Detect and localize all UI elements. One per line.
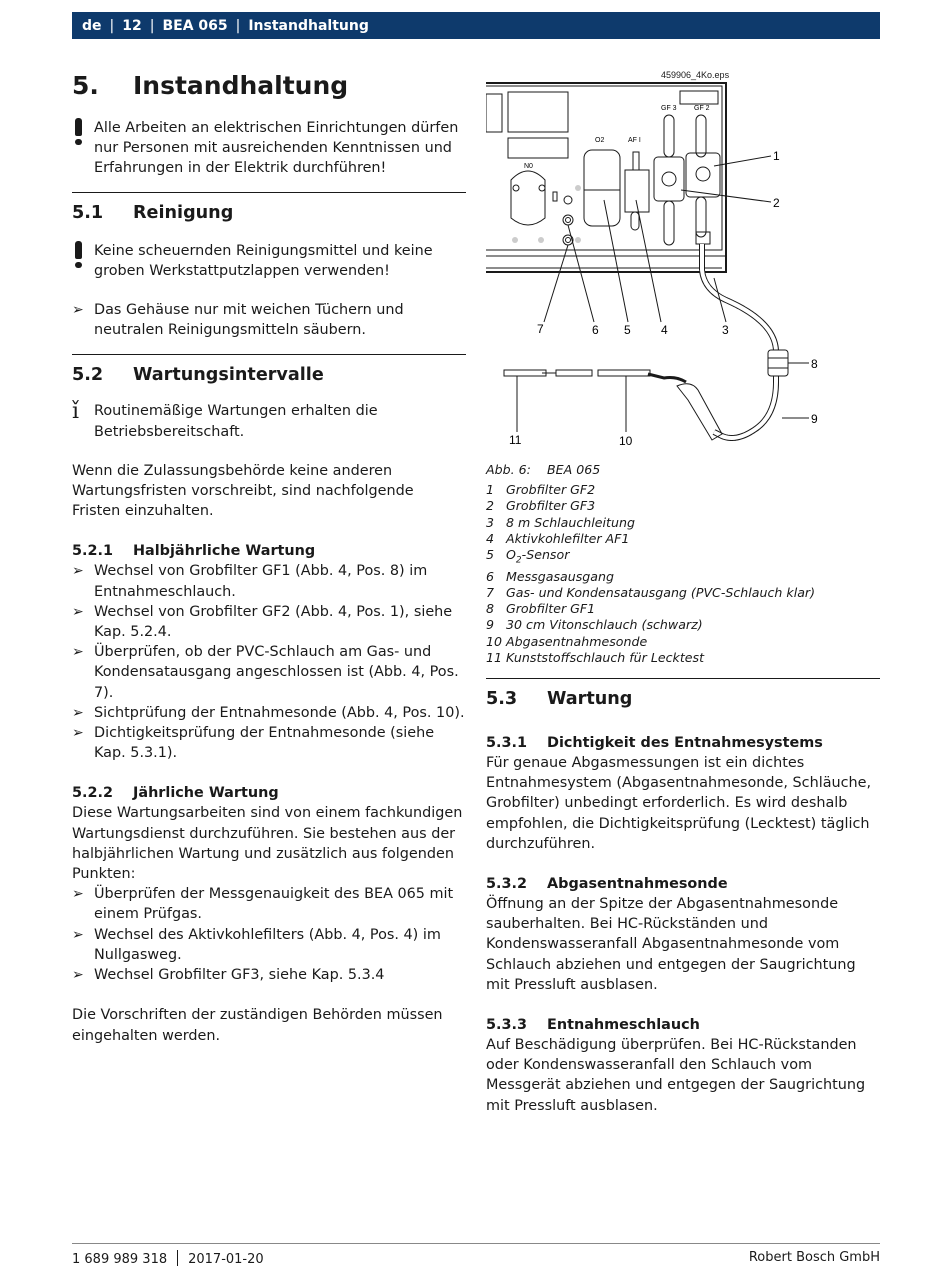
legend-text: Messgasausgang: [506, 568, 614, 584]
o2-label: O2: [595, 137, 605, 144]
legend-number: 5: [486, 547, 495, 563]
info-icon: ǐ: [72, 399, 80, 425]
callout-11: 11: [509, 433, 522, 447]
gf2-label: GF 2: [694, 105, 710, 112]
figure-label: Abb. 6:: [486, 462, 531, 477]
legend-number: 2: [486, 498, 495, 514]
legend-item: [486, 601, 880, 617]
n0-label: N0: [524, 163, 533, 170]
af-label: AF I: [628, 137, 641, 144]
arrow-bullet-icon: ➢: [72, 926, 84, 943]
list-item: [72, 300, 466, 340]
list-item-text: Überprüfen der Messgenauigkeit des BEA 065 mit einem Prüfgas.: [94, 886, 454, 923]
exclamation-icon: [72, 118, 94, 179]
device-diagram: [486, 60, 880, 455]
warning-text: Alle Arbeiten an elektrischen Einrichtungen dürfen nur Personen mit ausreichenden Kenntnissen und Erfahrungen in der Elektrik durchführen!: [94, 120, 459, 177]
section-title: Abgasentnahmesonde: [547, 875, 728, 892]
gf3-label: GF 3: [661, 105, 677, 112]
footer-separator: [177, 1250, 178, 1266]
list-item-text: Wechsel von Grobfilter GF2 (Abb. 4, Pos. 1), siehe Kap. 5.2.4.: [94, 603, 453, 641]
arrow-bullet-icon: ➢: [72, 603, 84, 620]
arrow-bullet-icon: ➢: [72, 563, 84, 580]
chapter-title: [72, 66, 466, 106]
list-item-text: Dichtigkeitsprüfung der Entnahmesonde (siehe Kap. 5.3.1).: [94, 725, 435, 762]
section-title: Jährliche Wartung: [133, 785, 279, 802]
section-title: Halbjährliche Wartung: [133, 543, 316, 560]
legend-text: Grobfilter GF1: [506, 601, 596, 617]
list-item-text: Sichtprüfung der Entnahmesonde (Abb. 4, Pos. 10).: [94, 704, 465, 721]
page-header: [72, 12, 880, 39]
header-lang: de: [82, 17, 102, 34]
callout-9: 9: [811, 412, 818, 426]
header-separator: |: [149, 17, 155, 34]
arrow-bullet-icon: ➢: [72, 644, 84, 661]
arrow-bullet-icon: ➢: [72, 886, 84, 903]
legend-text: Grobfilter GF2: [506, 482, 596, 498]
list-item: [72, 965, 466, 985]
chapter-heading: Instandhaltung: [133, 70, 349, 100]
half-yearly-list: [72, 561, 466, 763]
legend-number: 8: [486, 601, 495, 617]
legend-text: Gas- und Kondensatausgang (PVC-Schlauch klar): [506, 584, 816, 600]
footer-doc-number: 1 689 989 318: [72, 1252, 168, 1267]
callout-10: 10: [619, 434, 633, 448]
section-number: 5.3.2: [486, 875, 527, 892]
legend-number: 6: [486, 568, 495, 584]
header-page-number: 12: [122, 17, 142, 34]
figure-caption: [486, 462, 880, 666]
legend-text-part: -Sensor: [521, 547, 570, 563]
legend-item: [486, 547, 880, 569]
arrow-bullet-icon: ➢: [72, 725, 84, 742]
legend-text: Aktivkohlefilter AF1: [506, 530, 630, 546]
right-column: [486, 60, 880, 1116]
section-5-3-heading: [486, 678, 880, 715]
paragraph: Für genaue Abgasmessungen ist ein dichtes Entnahmesystem (Abgasentnahmesonde, Schläuche, Grobfilter) unbedingt erforderlich. Es wird deshalb empfohlen, die Dichtigkeitsprüfung (Lecktest) täglich durchzuführen.: [486, 754, 872, 852]
info-note: [72, 401, 466, 441]
section-number: 5.2.1: [72, 543, 113, 560]
section-title: Entnahmeschlauch: [547, 1016, 700, 1033]
section-title: Reinigung: [133, 202, 234, 223]
list-item: [72, 703, 466, 723]
legend-number: 10: [486, 633, 503, 649]
figure-file-label: 459906_4Ko.eps: [661, 70, 730, 80]
list-item: [72, 723, 466, 763]
list-item-text: Das Gehäuse nur mit weichen Tüchern und neutralen Reinigungsmitteln säubern.: [94, 302, 404, 339]
footer-left: [72, 1250, 264, 1267]
legend-number: 3: [486, 514, 495, 530]
legend-item: [486, 634, 880, 650]
list-item-text: Wechsel von Grobfilter GF1 (Abb. 4, Pos. 8) im Entnahmeschlauch.: [94, 563, 428, 600]
legend-item: [486, 585, 880, 601]
safety-warning: [72, 118, 466, 179]
legend-text-part: O: [506, 547, 516, 563]
section-5-2-heading: [72, 354, 466, 391]
legend-text-subscript: 2: [515, 555, 522, 566]
section-5-3-3-heading: [486, 1015, 880, 1035]
legend-text: Abgasentnahmesonde: [506, 633, 648, 649]
callout-8: 8: [811, 357, 818, 371]
legend-text: 8 m Schlauchleitung: [506, 514, 635, 530]
yearly-list: [72, 884, 466, 985]
legend-number: 4: [486, 530, 495, 546]
list-item-text: Wechsel Grobfilter GF3, siehe Kap. 5.3.4: [94, 967, 385, 984]
legend-number: 1: [486, 482, 495, 498]
chapter-number: 5.: [72, 70, 99, 100]
callout-2: 2: [773, 196, 780, 210]
section-number: 5.1: [72, 202, 104, 223]
cleaning-warning: [72, 241, 466, 281]
callout-4: 4: [661, 323, 668, 337]
legend-text: Kunststoffschlauch für Lecktest: [506, 649, 705, 665]
list-item: [72, 884, 466, 924]
section-5-3-2-heading: [486, 874, 880, 894]
paragraph: Die Vorschriften der zuständigen Behörden müssen eingehalten werden.: [72, 1007, 443, 1044]
arrow-bullet-icon: ➢: [72, 704, 84, 721]
section-number: 5.2.2: [72, 785, 113, 802]
list-item: [72, 602, 466, 642]
left-column: [72, 60, 466, 1046]
callout-6: 6: [592, 323, 599, 337]
arrow-bullet-icon: ➢: [72, 967, 84, 984]
header-separator: |: [235, 17, 241, 34]
callout-7: 7: [537, 322, 544, 336]
maintenance-section: [486, 678, 880, 1116]
section-title: Dichtigkeit des Entnahmesystems: [547, 734, 823, 751]
callout-5: 5: [624, 323, 631, 337]
section-title: Wartungsintervalle: [133, 365, 324, 386]
footer-company: Robert Bosch GmbH: [748, 1250, 880, 1265]
section-5-2-1-heading: [72, 541, 466, 561]
legend-text: Grobfilter GF3: [506, 498, 596, 514]
callout-3: 3: [722, 323, 729, 337]
legend-item: [486, 482, 880, 498]
list-item-text: Wechsel des Aktivkohlefilters (Abb. 4, Pos. 4) im Nullgasweg.: [94, 926, 441, 963]
legend-text: [506, 547, 569, 569]
info-text: Routinemäßige Wartungen erhalten die Betriebsbereitschaft.: [94, 403, 378, 440]
section-5-3-1-heading: [486, 733, 880, 753]
legend-text: 30 cm Vitonschlauch (schwarz): [506, 617, 703, 633]
paragraph: Auf Beschädigung überprüfen. Bei HC-Rückstanden oder Kondenswasseranfall den Schlauch vom Messgerät abziehen und entgegen der Saugrichtung mit Pressluft ausblasen.: [486, 1036, 866, 1114]
figure-title: BEA 065: [547, 462, 601, 477]
legend-item: [486, 531, 880, 547]
section-number: 5.3: [486, 688, 518, 709]
paragraph: Diese Wartungsarbeiten sind von einem fachkundigen Wartungsdienst durchzuführen. Sie bestehen aus der halbjährlichen Wartung und zusätzlich aus folgenden Punkten:: [72, 805, 463, 883]
section-5-2-2-heading: [72, 783, 466, 803]
exclamation-icon: [72, 241, 94, 281]
section-title: Wartung: [547, 688, 633, 709]
legend-number: 9: [486, 617, 495, 633]
warning-text: Keine scheuernden Reinigungsmittel und keine groben Werkstattputzlappen verwenden!: [94, 242, 433, 279]
header-separator: |: [109, 17, 115, 34]
legend-item: [486, 650, 880, 666]
section-number: 5.2: [72, 365, 104, 386]
list-item: [72, 642, 466, 703]
paragraph: Öffnung an der Spitze der Abgasentnahmesonde sauberhalten. Bei HC-Rückständen und Kondenswasseranfall Abgasentnahmesonde vom Schlauch abziehen und entgegen der Saugrichtung mit Pressluft ausblasen.: [486, 895, 856, 993]
list-item-text: Überprüfen, ob der PVC-Schlauch am Gas- und Kondensatausgang angeschlossen ist (Abb. 4, Pos. 7).: [94, 644, 459, 701]
section-number: 5.3.1: [486, 734, 527, 751]
footer-date: 2017-01-20: [188, 1252, 264, 1267]
list-item: [72, 925, 466, 965]
callout-1: 1: [773, 149, 780, 163]
legend-item: [486, 498, 880, 514]
footer-divider: [72, 1243, 880, 1244]
list-item: [72, 561, 466, 601]
legend-item: [486, 515, 880, 531]
paragraph: Wenn die Zulassungsbehörde keine anderen Wartungsfristen vorschreibt, sind nachfolgende Fristen einzuhalten.: [72, 462, 414, 520]
legend-item: [486, 617, 880, 633]
section-5-1-heading: [72, 192, 466, 229]
legend-number: 11: [486, 649, 503, 665]
legend-item: [486, 569, 880, 585]
header-section: Instandhaltung: [248, 17, 369, 34]
header-doc-title: BEA 065: [162, 17, 228, 34]
section-number: 5.3.3: [486, 1016, 527, 1033]
arrow-bullet-icon: ➢: [72, 302, 84, 319]
legend-number: 7: [486, 584, 495, 600]
